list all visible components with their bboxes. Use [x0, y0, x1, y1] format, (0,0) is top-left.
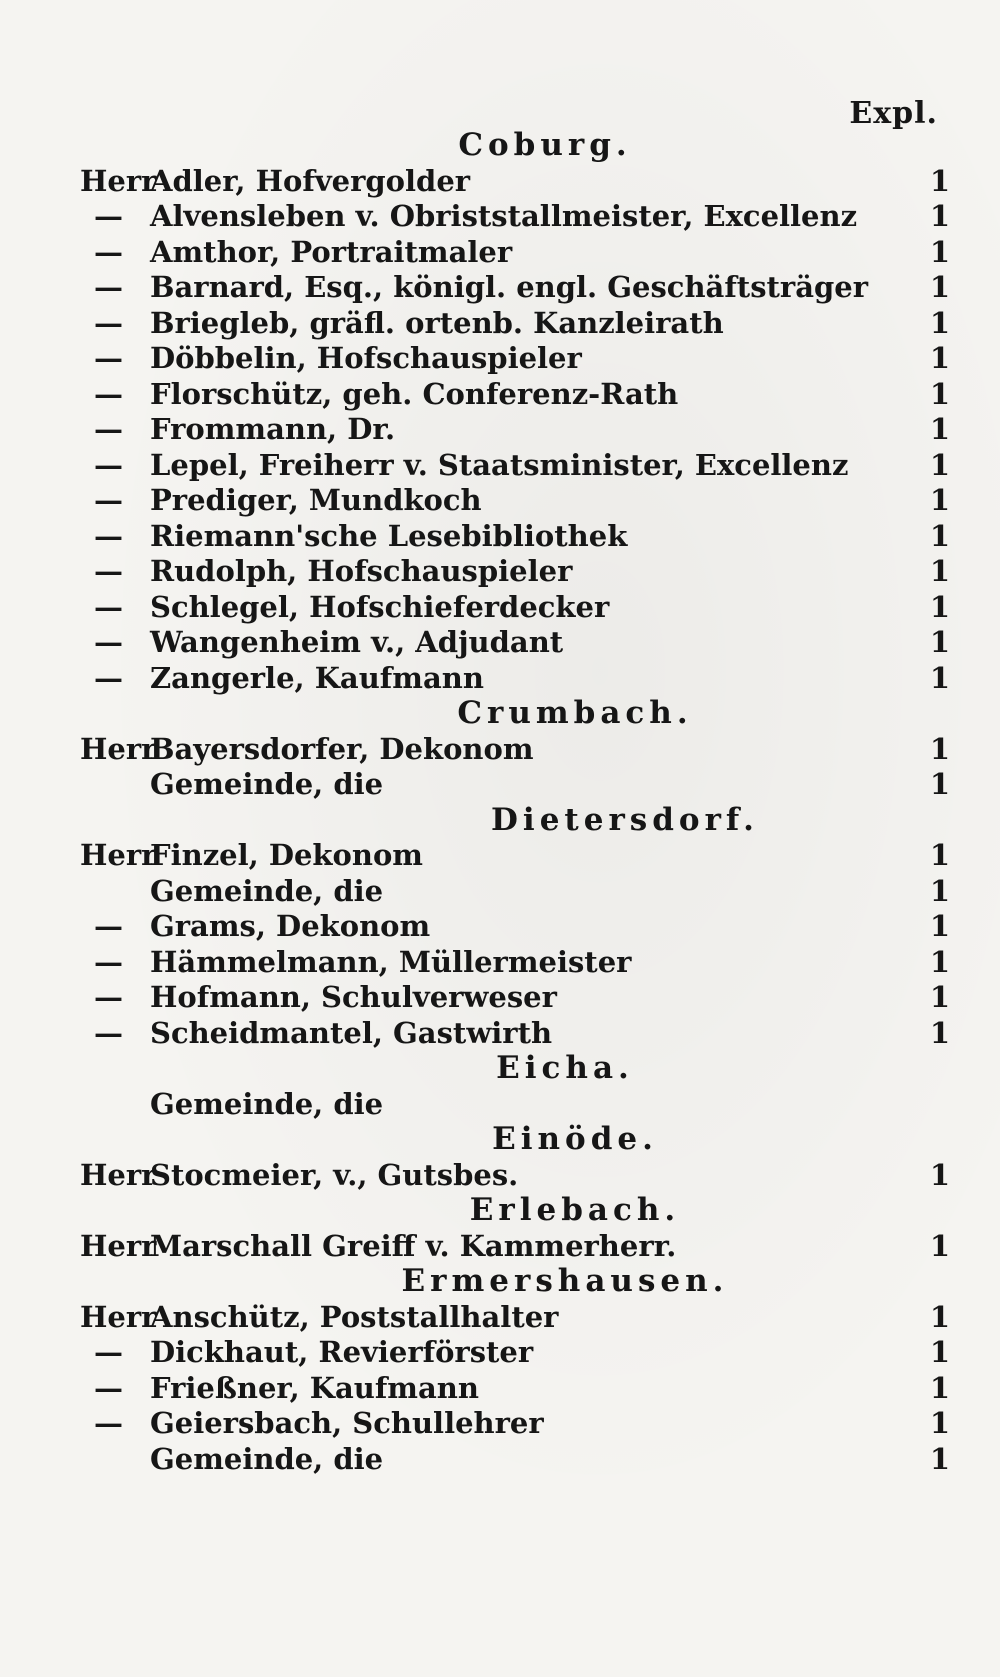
entry-count: 1: [929, 1157, 950, 1192]
entry-prefix: —: [94, 1406, 123, 1440]
subscriber-entry: [80, 1016, 950, 1052]
subscriber-entry: [80, 270, 950, 306]
entry-count: 1: [929, 767, 950, 801]
subscriber-entry: [80, 838, 950, 874]
entry-prefix: —: [94, 909, 123, 943]
entry-prefix: Herr: [80, 163, 157, 198]
subscriber-entry: [80, 980, 950, 1016]
entry-name: Amthor, Portraitmaler: [150, 234, 513, 269]
entry-name: Prediger, Mundkoch: [150, 483, 482, 517]
subscriber-entry: [80, 1158, 950, 1194]
entry-name: Alvensleben v. Obriststallmeister, Excellenz: [150, 199, 858, 233]
entry-prefix: —: [94, 518, 123, 553]
entry-name: Gemeinde, die: [150, 1086, 384, 1121]
subscriber-entry: [80, 377, 950, 413]
subscriber-entry: [80, 235, 950, 271]
subscriber-entry: [80, 590, 950, 626]
entry-count: 1: [929, 1335, 950, 1369]
entry-prefix: —: [94, 980, 123, 1014]
entry-prefix: —: [94, 1370, 123, 1405]
entry-prefix: Herr: [80, 731, 157, 766]
entry-count: 1: [929, 1228, 950, 1263]
place-heading: Dietersdorf.: [491, 801, 759, 838]
subscriber-entry: [80, 448, 950, 484]
subscriber-entry: [80, 1229, 950, 1265]
entry-count: 1: [929, 1370, 950, 1405]
entry-prefix: —: [94, 944, 123, 979]
entry-count: 1: [929, 1299, 950, 1334]
subscriber-entry: [80, 1300, 950, 1336]
entry-prefix: —: [94, 234, 123, 269]
entry-count: 1: [929, 483, 950, 517]
entry-name: Lepel, Freiherr v. Staatsminister, Excellenz: [150, 447, 849, 482]
subscriber-entry: [80, 554, 950, 590]
subscriber-entry: [80, 1087, 950, 1123]
subscriber-entry: [80, 164, 950, 200]
entry-prefix: —: [94, 341, 123, 375]
entry-name: Rudolph, Hofschauspieler: [150, 554, 573, 588]
entry-name: Schlegel, Hofschieferdecker: [150, 589, 610, 624]
entry-name: Anschütz, Poststallhalter: [150, 1299, 559, 1334]
place-heading: Einöde.: [492, 1121, 658, 1157]
subscriber-entry: [80, 1371, 950, 1407]
entry-count: 1: [929, 909, 950, 943]
entry-prefix: —: [94, 483, 123, 517]
entry-prefix: Herr: [80, 1228, 157, 1263]
place-heading: Coburg.: [458, 127, 632, 163]
entry-prefix: —: [94, 554, 123, 588]
subscriber-entry: [80, 199, 950, 235]
entry-prefix: —: [94, 589, 123, 624]
place-heading: Crumbach.: [457, 695, 693, 731]
entry-count: 1: [929, 1015, 950, 1050]
entry-name: Scheidmantel, Gastwirth: [150, 1015, 553, 1050]
entry-prefix: —: [94, 447, 123, 482]
entry-name: Hofmann, Schulverweser: [150, 980, 557, 1014]
entry-count: 1: [929, 163, 950, 198]
entry-count: 1: [929, 447, 950, 482]
column-header-expl: Expl.: [849, 96, 938, 131]
entry-count: 1: [929, 944, 950, 979]
entry-count: 1: [929, 518, 950, 553]
entry-count: 1: [929, 270, 950, 304]
entry-count: 1: [929, 412, 950, 446]
entry-name: Briegleb, gräfl. ortenb. Kanzleirath: [150, 305, 724, 340]
entry-count: 1: [929, 1406, 950, 1440]
entry-prefix: —: [94, 376, 123, 411]
entry-name: Finzel, Dekonom: [150, 838, 423, 872]
entry-count: 1: [929, 838, 950, 872]
entry-name: Marschall Greiff v. Kammerherr.: [150, 1228, 677, 1263]
subscriber-entry: [80, 1406, 950, 1442]
subscriber-entry: [80, 412, 950, 448]
subscriber-entry: [80, 767, 950, 803]
entry-count: 1: [929, 199, 950, 233]
subscriber-entry: [80, 341, 950, 377]
place-heading: Eicha.: [496, 1050, 634, 1086]
entry-count: 1: [929, 554, 950, 588]
entry-name: Geiersbach, Schullehrer: [150, 1406, 544, 1440]
entry-name: Adler, Hofvergolder: [150, 163, 471, 198]
entry-prefix: Herr: [80, 838, 157, 872]
entry-name: Döbbelin, Hofschauspieler: [150, 341, 582, 375]
entry-name: Gemeinde, die: [150, 873, 384, 908]
subscriber-entry: [80, 483, 950, 519]
entry-count: 1: [929, 731, 950, 766]
entry-name: Dickhaut, Revierförster: [150, 1335, 534, 1369]
entry-name: Frießner, Kaufmann: [150, 1370, 479, 1405]
entry-prefix: —: [94, 1015, 123, 1050]
entry-prefix: —: [94, 1335, 123, 1369]
place-heading: Erlebach.: [469, 1192, 681, 1228]
subscriber-entry: [80, 909, 950, 945]
entry-name: Gemeinde, die: [150, 767, 384, 801]
entry-name: Bayersdorfer, Dekonom: [150, 731, 534, 766]
entry-count: 1: [929, 625, 950, 659]
entry-name: Zangerle, Kaufmann: [150, 660, 484, 695]
entry-name: Grams, Dekonom: [150, 909, 431, 943]
entry-prefix: —: [94, 660, 123, 695]
entry-prefix: —: [94, 305, 123, 340]
entry-count: 1: [929, 873, 950, 908]
entry-prefix: —: [94, 412, 123, 446]
subscriber-entry: [80, 874, 950, 910]
entry-count: 1: [929, 980, 950, 1014]
entry-count: 1: [929, 589, 950, 624]
entry-count: 1: [929, 234, 950, 269]
place-heading: Ermershausen.: [401, 1263, 729, 1299]
subscriber-entry: [80, 945, 950, 981]
entry-name: Hämmelmann, Müllermeister: [150, 944, 632, 979]
subscriber-entry: [80, 1335, 950, 1371]
subscriber-entry: [80, 661, 950, 697]
entry-name: Florschütz, geh. Conferenz-Rath: [150, 376, 679, 411]
entry-prefix: Herr: [80, 1157, 157, 1192]
entry-count: 1: [929, 376, 950, 411]
entry-name: Barnard, Esq., königl. engl. Geschäftsträger: [150, 270, 868, 304]
entry-prefix: Herr: [80, 1299, 157, 1334]
entry-count: 1: [929, 341, 950, 375]
entry-count: 1: [929, 660, 950, 695]
subscriber-list: [80, 128, 950, 1477]
subscriber-entry: [80, 1442, 950, 1478]
entry-name: Wangenheim v., Adjudant: [150, 625, 564, 659]
entry-count: 1: [929, 305, 950, 340]
entry-name: Riemann'sche Lesebibliothek: [150, 518, 628, 553]
entry-prefix: —: [94, 270, 123, 304]
entry-prefix: —: [94, 625, 123, 659]
entry-name: Stocmeier, v., Gutsbes.: [150, 1157, 519, 1192]
subscriber-entry: [80, 732, 950, 768]
subscriber-entry: [80, 519, 950, 555]
entry-name: Frommann, Dr.: [150, 412, 396, 446]
subscriber-entry: [80, 625, 950, 661]
subscriber-entry: [80, 306, 950, 342]
entry-name: Gemeinde, die: [150, 1441, 384, 1476]
entry-count: 1: [929, 1441, 950, 1476]
entry-prefix: —: [94, 199, 123, 233]
